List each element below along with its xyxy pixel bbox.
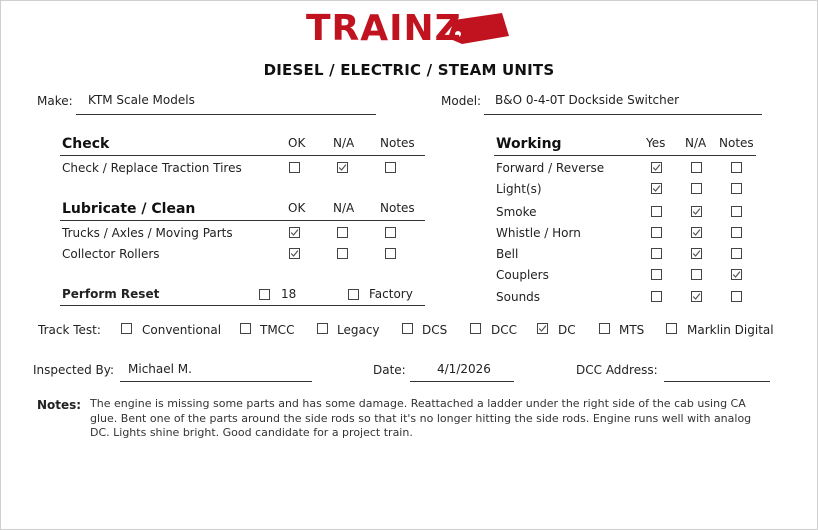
track-test-checkbox[interactable] (240, 323, 251, 334)
lubricate-row-checkbox[interactable] (337, 227, 348, 238)
inspected-by-label: Inspected By: (33, 363, 115, 377)
working-row-checkbox[interactable] (691, 269, 702, 280)
lubricate-underline (60, 220, 425, 221)
inspected-by-value[interactable]: Michael M. (128, 362, 192, 376)
working-row-checkbox[interactable] (691, 248, 702, 259)
track-test-checkbox[interactable] (666, 323, 677, 334)
track-test-label: Track Test: (38, 323, 101, 337)
reset-option-label: 18 (281, 287, 297, 301)
working-row-checkbox[interactable] (691, 183, 702, 194)
check-col-ok: OK (288, 136, 306, 150)
working-row-checkbox[interactable] (731, 183, 742, 194)
working-row-checkbox[interactable] (691, 162, 702, 173)
working-row-checkbox[interactable] (691, 291, 702, 302)
lubricate-row-checkbox[interactable] (289, 227, 300, 238)
trainz-logo (306, 10, 516, 54)
working-row-checkbox[interactable] (731, 206, 742, 217)
working-row-checkbox[interactable] (651, 248, 662, 259)
lubricate-title: Lubricate / Clean (62, 201, 196, 217)
check-title: Check (62, 136, 110, 152)
form-title: DIESEL / ELECTRIC / STEAM UNITS (263, 61, 555, 79)
track-test-option-label: MTS (619, 323, 645, 337)
working-col-yes: Yes (646, 136, 666, 150)
reset-option-checkbox[interactable] (348, 289, 359, 300)
working-row-checkbox[interactable] (731, 248, 742, 259)
working-row-label: Couplers (496, 268, 549, 282)
lubricate-row-checkbox[interactable] (337, 248, 348, 259)
working-row-label: Sounds (496, 290, 541, 304)
working-underline (494, 155, 756, 156)
make-label: Make: (37, 94, 73, 108)
working-row-label: Whistle / Horn (496, 226, 581, 240)
dcc-address-underline (664, 381, 770, 382)
working-row-checkbox[interactable] (651, 206, 662, 217)
working-row-checkbox[interactable] (731, 269, 742, 280)
working-row-label: Forward / Reverse (496, 161, 605, 175)
working-row-checkbox[interactable] (691, 227, 702, 238)
track-test-checkbox[interactable] (599, 323, 610, 334)
track-test-checkbox[interactable] (470, 323, 481, 334)
reset-underline (60, 305, 425, 306)
working-row-checkbox[interactable] (651, 183, 662, 194)
checkmark-icon (732, 270, 741, 279)
working-row-checkbox[interactable] (651, 227, 662, 238)
date-label: Date: (373, 363, 406, 377)
logo-text: TRAINZ (306, 8, 462, 49)
checkmark-icon (692, 249, 701, 258)
date-underline (410, 381, 514, 382)
inspected-by-underline (120, 381, 312, 382)
track-test-checkbox[interactable] (402, 323, 413, 334)
working-row-checkbox[interactable] (651, 162, 662, 173)
track-test-option-label: DCC (491, 323, 517, 337)
track-test-option-label: Conventional (142, 323, 222, 337)
track-test-option-label: Legacy (337, 323, 380, 337)
working-row-label: Smoke (496, 205, 537, 219)
checkmark-icon (692, 292, 701, 301)
checkmark-icon (652, 163, 661, 172)
notes-label: Notes: (37, 398, 82, 412)
check-col-na: N/A (333, 136, 355, 150)
working-row-checkbox[interactable] (691, 206, 702, 217)
notes-text[interactable]: The engine is missing some parts and has some damage. Reattached a ladder under the right side of the cab using CA glue. Bent one of the parts around the side rods so that it's no longer hitting the side rods. Engine runs well with analog DC. Lights shine bright. Good candidate for a project train. (90, 397, 752, 439)
working-row-checkbox[interactable] (731, 162, 742, 173)
track-test-checkbox[interactable] (121, 323, 132, 334)
checkmark-icon (538, 324, 547, 333)
dcc-address-label: DCC Address: (576, 363, 658, 377)
reset-option-label: Factory (369, 287, 413, 301)
check-row-checkbox[interactable] (337, 162, 348, 173)
track-test-option-label: Marklin Digital (687, 323, 774, 337)
checkmark-icon (692, 207, 701, 216)
model-underline (484, 114, 762, 115)
make-underline (76, 114, 376, 115)
working-col-na: N/A (685, 136, 707, 150)
lubricate-row-label: Collector Rollers (62, 247, 160, 261)
checkmark-icon (290, 249, 299, 258)
make-value[interactable]: KTM Scale Models (88, 93, 195, 107)
working-row-checkbox[interactable] (651, 291, 662, 302)
date-value[interactable]: 4/1/2026 (437, 362, 491, 376)
check-underline (60, 155, 425, 156)
lubricate-row-checkbox[interactable] (289, 248, 300, 259)
check-row-label: Check / Replace Traction Tires (62, 161, 242, 175)
working-row-checkbox[interactable] (731, 291, 742, 302)
checkmark-icon (338, 163, 347, 172)
checkmark-icon (692, 228, 701, 237)
lubricate-col-notes: Notes (380, 201, 415, 215)
lubricate-col-ok: OK (288, 201, 306, 215)
track-test-option-label: DCS (422, 323, 448, 337)
checkmark-icon (290, 228, 299, 237)
lubricate-row-checkbox[interactable] (385, 248, 396, 259)
working-row-label: Light(s) (496, 182, 542, 196)
working-row-label: Bell (496, 247, 519, 261)
check-row-checkbox[interactable] (385, 162, 396, 173)
track-test-checkbox[interactable] (317, 323, 328, 334)
checkmark-icon (652, 184, 661, 193)
working-row-checkbox[interactable] (731, 227, 742, 238)
reset-option-checkbox[interactable] (259, 289, 270, 300)
lubricate-row-checkbox[interactable] (385, 227, 396, 238)
lubricate-col-na: N/A (333, 201, 355, 215)
reset-label: Perform Reset (62, 287, 160, 301)
track-test-option-label: DC (558, 323, 576, 337)
track-test-checkbox[interactable] (537, 323, 548, 334)
model-value[interactable]: B&O 0-4-0T Dockside Switcher (495, 93, 680, 107)
working-row-checkbox[interactable] (651, 269, 662, 280)
check-row-checkbox[interactable] (289, 162, 300, 173)
track-test-option-label: TMCC (260, 323, 295, 337)
lubricate-row-label: Trucks / Axles / Moving Parts (62, 226, 233, 240)
model-label: Model: (441, 94, 482, 108)
working-col-notes: Notes (719, 136, 754, 150)
check-col-notes: Notes (380, 136, 415, 150)
working-title: Working (496, 136, 562, 152)
